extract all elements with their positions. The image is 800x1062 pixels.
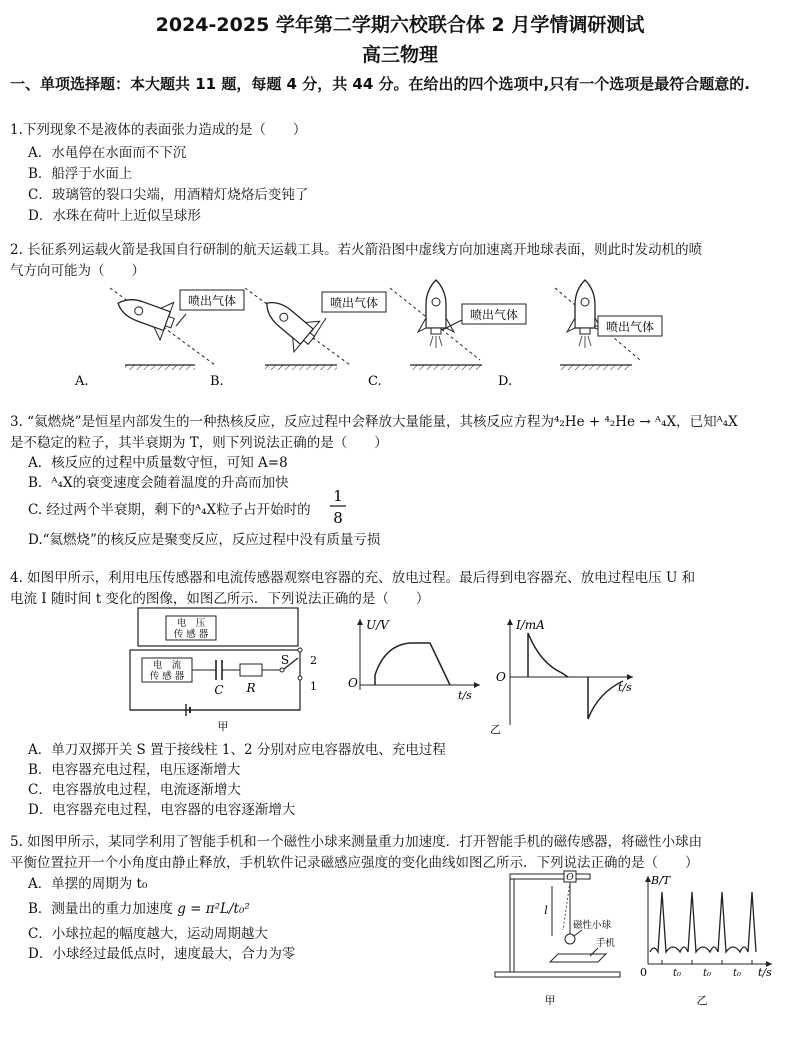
svg-text:电 压: 电 压 — [176, 618, 206, 629]
tick-t0-1: t₀ — [672, 968, 682, 979]
q2-stem-line2: 气方向可能为（ ） — [10, 263, 145, 279]
q1-option-d: D．水珠在荷叶上近似呈球形 — [28, 208, 201, 224]
q3-stem-line1: 3. “氦燃烧”是恒星内部发生的一种热核反应，反应过程中会释放大量能量，其核反应方程为⁴₂He + ⁴₂He → ᴬ₄X，已知ᴬ₄X — [10, 414, 738, 430]
q5-option-b-formula: g = π²L/t₀² — [177, 901, 250, 917]
q5-option-b-text: B．测量出的重力加速度 — [28, 901, 173, 917]
q1-stem: 1.下列现象不是液体的表面张力造成的是（ ） — [10, 122, 307, 138]
q2-label-c: C. — [368, 374, 382, 389]
q3-stem-line2: 是不稳定的粒子，其半衰期为 T，则下列说法正确的是（ ） — [10, 435, 388, 451]
svg-text:电 流: 电 流 — [152, 660, 182, 671]
q1-option-b: B．船浮于水面上 — [28, 166, 133, 182]
q4-stem-line1: 4. 如图甲所示，利用电压传感器和电流传感器观察电容器的充、放电过程。最后得到电容器充、放电过程电压 U 和 — [10, 570, 696, 586]
phone-label: 手机 — [596, 938, 616, 949]
rocket-option-a — [110, 285, 244, 370]
u-x-label: t/s — [458, 689, 472, 702]
q1-option-c: C．玻璃管的裂口尖端，用酒精灯烧烙后变钝了 — [28, 187, 309, 203]
fig-b-caption: 乙 — [490, 723, 501, 736]
q4-circuit-diagram — [130, 606, 330, 731]
q5-fig-a-caption: 甲 — [544, 994, 556, 1007]
exam-title: 2024-2025 学年第二学期六校联合体 2 月学情调研测试 — [155, 14, 645, 36]
b-origin: 0 — [640, 966, 647, 979]
q5-fig-b-caption: 乙 — [696, 994, 708, 1007]
gas-label-a: 喷出气体 — [187, 294, 237, 308]
q5-stem-line1: 5. 如图甲所示，某同学利用了智能手机和一个磁性小球来测量重力加速度．打开智能手机的磁传感器，将磁性小球由 — [10, 834, 703, 850]
q1-option-a: A．水黾停在水面而不下沉 — [28, 145, 187, 161]
q3-fraction — [328, 486, 348, 528]
q4-stem-line2: 电流 I 随时间 t 变化的图像，如图乙所示．下列说法正确的是（ ） — [10, 591, 430, 607]
svg-text:传 感 器: 传 感 器 — [149, 671, 185, 682]
q2-label-b: B. — [210, 374, 224, 389]
q4-option-c: C．电容器放电过程，电流逐渐增大 — [28, 782, 241, 798]
gas-label-d: 喷出气体 — [605, 320, 655, 334]
tick-t0-2: t₀ — [702, 968, 712, 979]
q2-label-a: A. — [75, 374, 89, 389]
switch-label: S — [280, 653, 290, 667]
capacitor-label: C — [214, 683, 224, 697]
gas-label-c: 喷出气体 — [469, 308, 519, 322]
q5-pendulum-figure — [490, 868, 630, 1008]
rocket-option-c — [390, 280, 526, 370]
q2-stem-line1: 2. 长征系列运载火箭是我国自行研制的航天运载工具。若火箭沿图中虚线方向加速离开地球表面，则此时发动机的喷 — [10, 242, 703, 258]
fraction-denominator: 8 — [333, 509, 343, 527]
rocket-option-b — [245, 288, 386, 370]
q5-stem-line2: 平衡位置拉开一个小角度由静止释放，手机软件记录磁感应强度的变化曲线如图乙所示．下列说法正确的是（ ） — [10, 855, 699, 871]
q4-current-graph — [488, 615, 638, 735]
fig-a-caption: 甲 — [217, 720, 229, 733]
terminal-1: 1 — [310, 680, 317, 693]
svg-text:传 感 器: 传 感 器 — [173, 629, 209, 640]
q5-option-c: C．小球拉起的幅度越大，运动周期越大 — [28, 926, 268, 942]
tick-t0-3: t₀ — [732, 968, 742, 979]
u-axis-label: U/V — [366, 618, 389, 632]
q3-option-c: C. 经过两个半衰期，剩下的ᴬ₄X粒子占开始时的 — [28, 502, 311, 518]
u-origin: O — [348, 676, 358, 690]
exam-subject: 高三物理 — [361, 44, 438, 66]
b-x-label: t/s — [758, 966, 772, 979]
q4-option-a: A．单刀双掷开关 S 置于接线柱 1、2 分别对应电容器放电、充电过程 — [28, 742, 446, 758]
terminal-2: 2 — [310, 654, 317, 667]
q3-option-b: B．ᴬ₄X的衰变速度会随着温度的升高而加快 — [28, 475, 289, 491]
q4-voltage-graph — [340, 615, 490, 700]
q2-label-d: D. — [498, 374, 513, 389]
q3-option-a: A．核反应的过程中质量数守恒，可知 A=8 — [28, 455, 288, 471]
i-origin: O — [496, 670, 506, 684]
q5-option-b — [28, 897, 250, 917]
b-axis-label: B/T — [651, 874, 671, 887]
fraction-numerator: 1 — [333, 487, 343, 505]
i-x-label: t/s — [618, 681, 632, 694]
resistor-label: R — [246, 681, 256, 695]
q4-option-b: B．电容器充电过程，电压逐渐增大 — [28, 762, 241, 778]
ball-label: 磁性小球 — [573, 920, 612, 931]
q4-option-d: D．电容器充电过程，电容器的电容逐渐增大 — [28, 802, 296, 818]
section-heading: 一、单项选择题：本大题共 11 题，每题 4 分，共 44 分。在给出的四个选项中,只有一个选项是最符合题意的. — [10, 75, 750, 93]
q3-option-d: D.“氦燃烧”的核反应是聚变反应，反应过程中没有质量亏损 — [28, 532, 381, 548]
pivot-label: O — [566, 873, 574, 883]
q5-option-d: D．小球经过最低点时，速度最大，合力为零 — [28, 946, 296, 962]
q5-option-a: A．单摆的周期为 t₀ — [28, 876, 148, 892]
q5-b-field-graph — [640, 872, 790, 1012]
length-label: l — [544, 904, 548, 917]
gas-label-b: 喷出气体 — [329, 296, 379, 310]
q2-rocket-figures — [0, 280, 800, 395]
rocket-option-d — [555, 280, 662, 370]
i-axis-label: I/mA — [516, 618, 545, 632]
